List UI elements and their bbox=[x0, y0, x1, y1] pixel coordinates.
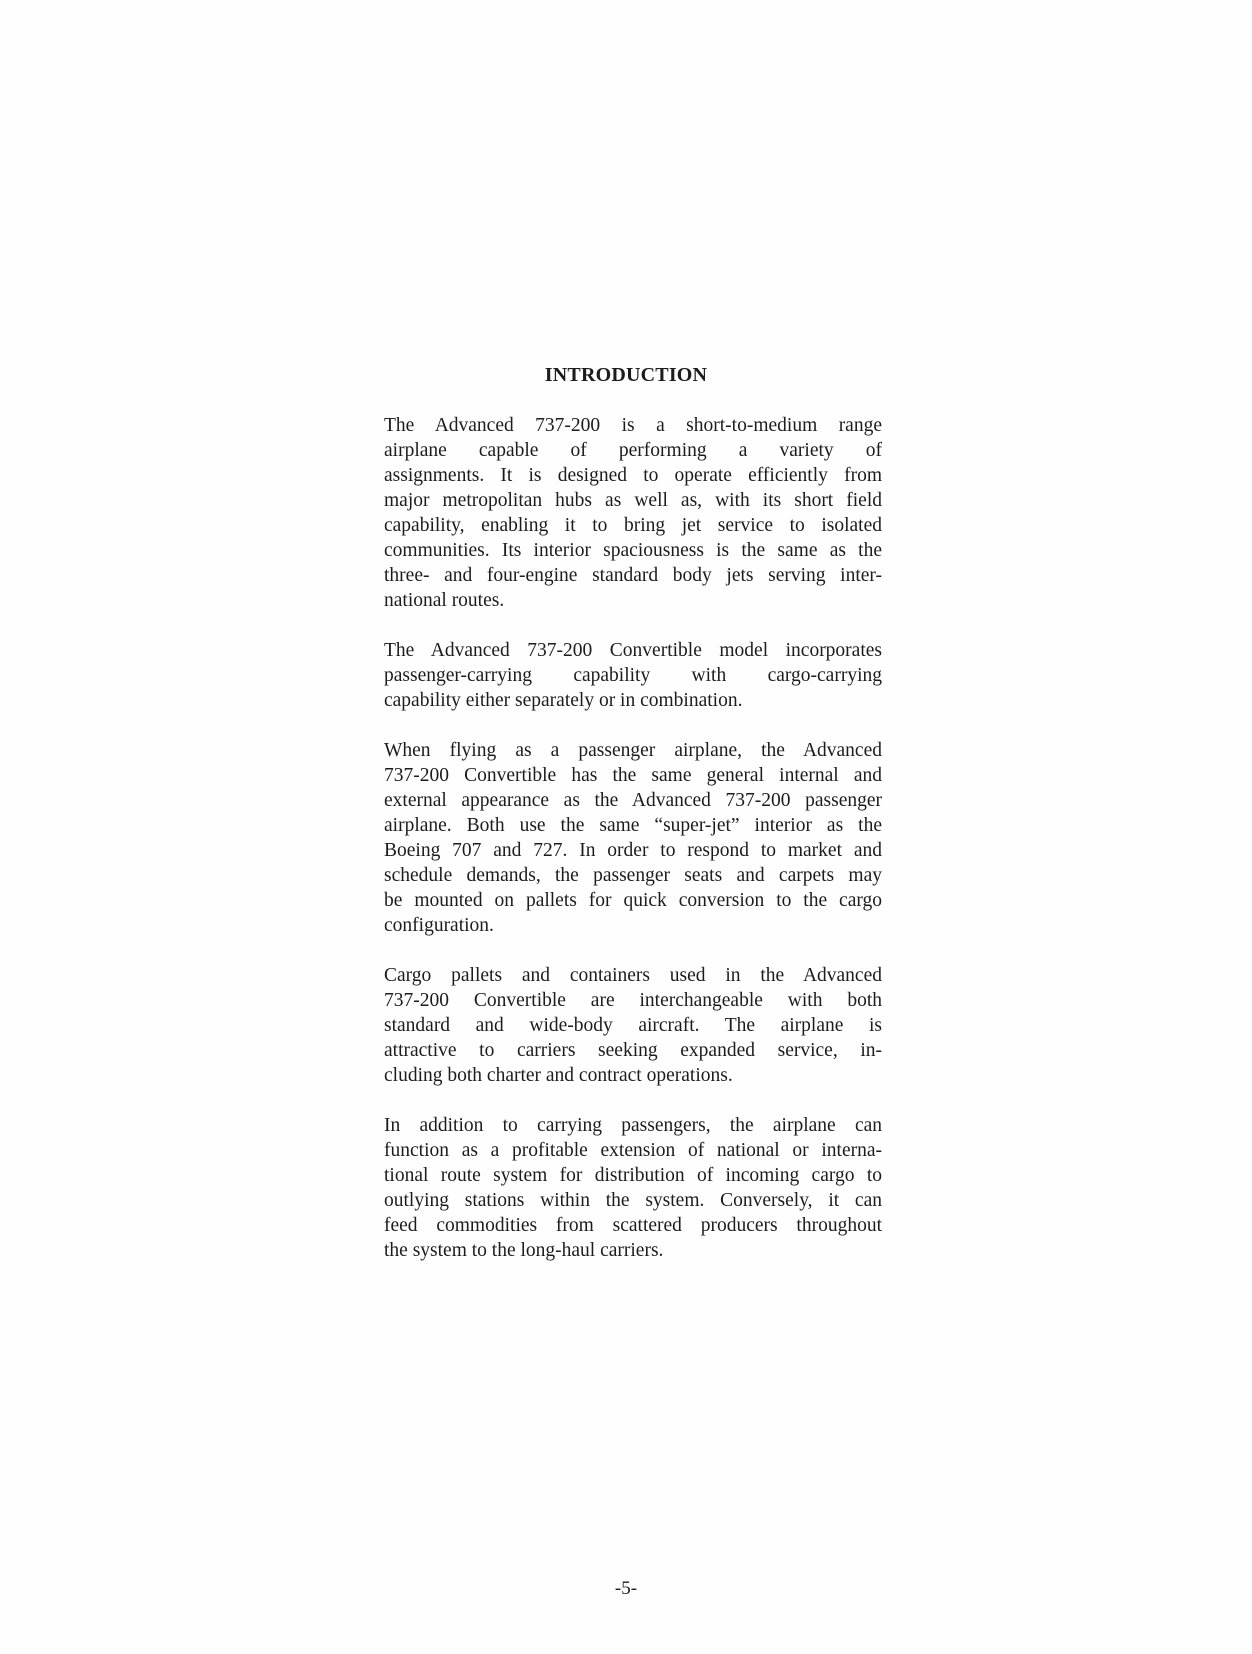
paragraph-4 bbox=[384, 963, 882, 1088]
paragraph-line: standard and wide-body aircraft. The airplane is bbox=[384, 1015, 882, 1036]
paragraph-line: function as a profitable extension of national or interna- bbox=[384, 1140, 882, 1161]
page-number: -5- bbox=[614, 1578, 638, 1599]
paragraph-2 bbox=[384, 638, 882, 713]
paragraph-line: external appearance as the Advanced 737-200 passenger bbox=[384, 790, 882, 811]
paragraph-line: The Advanced 737-200 is a short-to-medium range bbox=[384, 415, 882, 436]
paragraph-1 bbox=[384, 413, 882, 613]
paragraph-line: When flying as a passenger airplane, the Advanced bbox=[384, 740, 882, 761]
paragraph-line: attractive to carriers seeking expanded service, in- bbox=[384, 1040, 882, 1061]
paragraph-line: outlying stations within the system. Conversely, it can bbox=[384, 1190, 882, 1211]
paragraph-line: communities. Its interior spaciousness is the same as the bbox=[384, 540, 882, 561]
paragraph-line: schedule demands, the passenger seats and carpets may bbox=[384, 865, 882, 886]
paragraph-line: capability either separately or in combination. bbox=[384, 690, 743, 711]
paragraph-line: capability, enabling it to bring jet service to isolated bbox=[384, 515, 882, 536]
paragraph-line: 737-200 Convertible has the same general internal and bbox=[384, 765, 882, 786]
paragraph-5 bbox=[384, 1113, 882, 1263]
paragraph-line: tional route system for distribution of incoming cargo to bbox=[384, 1165, 882, 1186]
paragraph-line: configuration. bbox=[384, 915, 494, 936]
paragraph-line: Boeing 707 and 727. In order to respond to market and bbox=[384, 840, 882, 861]
paragraph-line: feed commodities from scattered producers throughout bbox=[384, 1215, 882, 1236]
paragraph-line: airplane. Both use the same “super-jet” interior as the bbox=[384, 815, 882, 836]
paragraph-line: major metropolitan hubs as well as, with its short field bbox=[384, 490, 882, 511]
paragraph-line: In addition to carrying passengers, the airplane can bbox=[384, 1115, 882, 1136]
paragraph-line: cluding both charter and contract operations. bbox=[384, 1065, 733, 1086]
paragraph-line: be mounted on pallets for quick conversion to the cargo bbox=[384, 890, 882, 911]
paragraph-line: airplane capable of performing a variety of bbox=[384, 440, 882, 461]
paragraph-3 bbox=[384, 738, 882, 938]
paragraph-line: The Advanced 737-200 Convertible model incorporates bbox=[384, 640, 882, 661]
paragraph-line: passenger-carrying capability with cargo-carrying bbox=[384, 665, 882, 686]
paragraph-line: Cargo pallets and containers used in the Advanced bbox=[384, 965, 882, 986]
paragraph-line: assignments. It is designed to operate efficiently from bbox=[384, 465, 882, 486]
paragraph-line: the system to the long-haul carriers. bbox=[384, 1240, 664, 1261]
body-text bbox=[384, 413, 882, 1288]
paragraph-line: 737-200 Convertible are interchangeable with both bbox=[384, 990, 882, 1011]
paragraph-line: national routes. bbox=[384, 590, 505, 611]
page-title: INTRODUCTION bbox=[544, 364, 708, 386]
paragraph-line: three- and four-engine standard body jets serving inter- bbox=[384, 565, 882, 586]
